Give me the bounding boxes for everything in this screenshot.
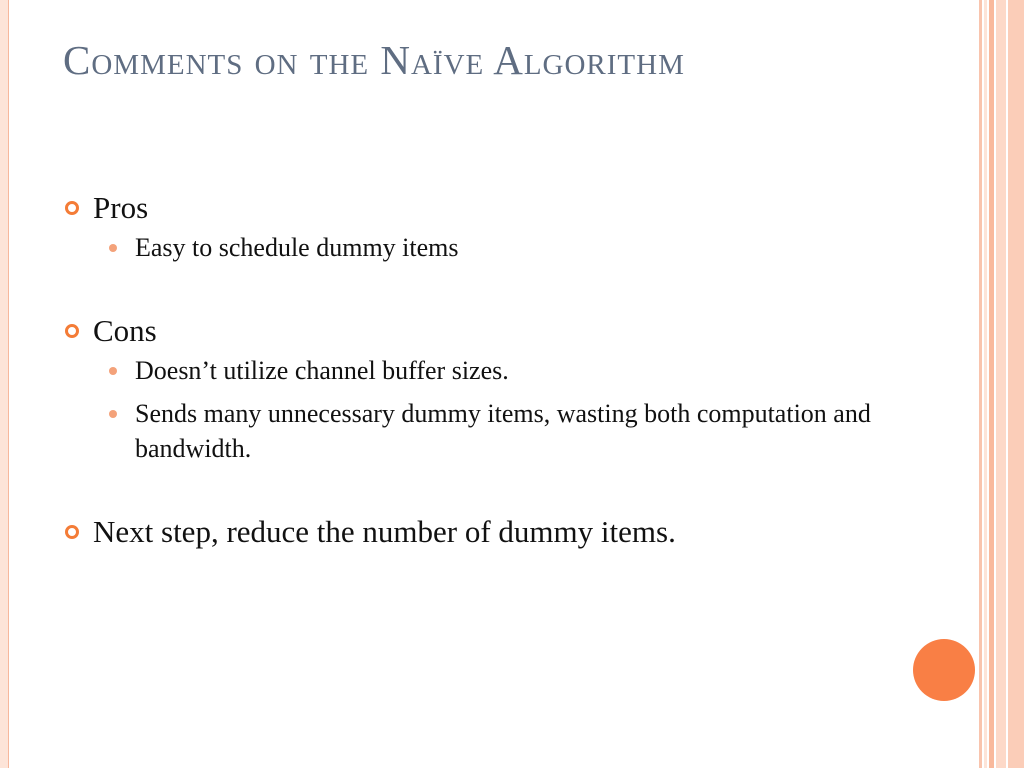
bullet-next-step — [64, 510, 944, 554]
orange-circle-decoration — [913, 639, 975, 701]
bullet-cons — [64, 309, 944, 353]
sub-bullet — [64, 396, 895, 466]
slide-content — [64, 186, 944, 554]
left-border-decoration — [0, 0, 9, 768]
ring-bullet-icon — [65, 201, 79, 215]
right-stripe-decoration — [984, 0, 987, 768]
sub-bullet-text: Doesn’t utilize channel buffer sizes. — [135, 356, 509, 385]
ring-bullet-icon — [65, 525, 79, 539]
right-stripe-decoration — [979, 0, 982, 768]
ring-bullet-icon — [65, 324, 79, 338]
slide-title: Comments on the Naïve Algorithm — [63, 37, 685, 83]
dot-bullet-icon — [109, 244, 117, 252]
dot-bullet-icon — [109, 410, 117, 418]
sub-bullet-text: Sends many unnecessary dummy items, wasting both computation and bandwidth. — [135, 399, 871, 463]
sub-bullet — [64, 353, 895, 388]
bullet-text: Next step, reduce the number of dummy items. — [93, 514, 676, 549]
dot-bullet-icon — [109, 367, 117, 375]
right-stripe-decoration — [989, 0, 994, 768]
sub-bullet — [64, 230, 895, 265]
right-stripe-decoration — [996, 0, 1006, 768]
bullet-text: Pros — [93, 190, 149, 225]
bullet-pros — [64, 186, 944, 230]
bullet-text: Cons — [93, 313, 157, 348]
sub-bullet-text: Easy to schedule dummy items — [135, 233, 459, 262]
right-stripe-decoration — [1008, 0, 1024, 768]
